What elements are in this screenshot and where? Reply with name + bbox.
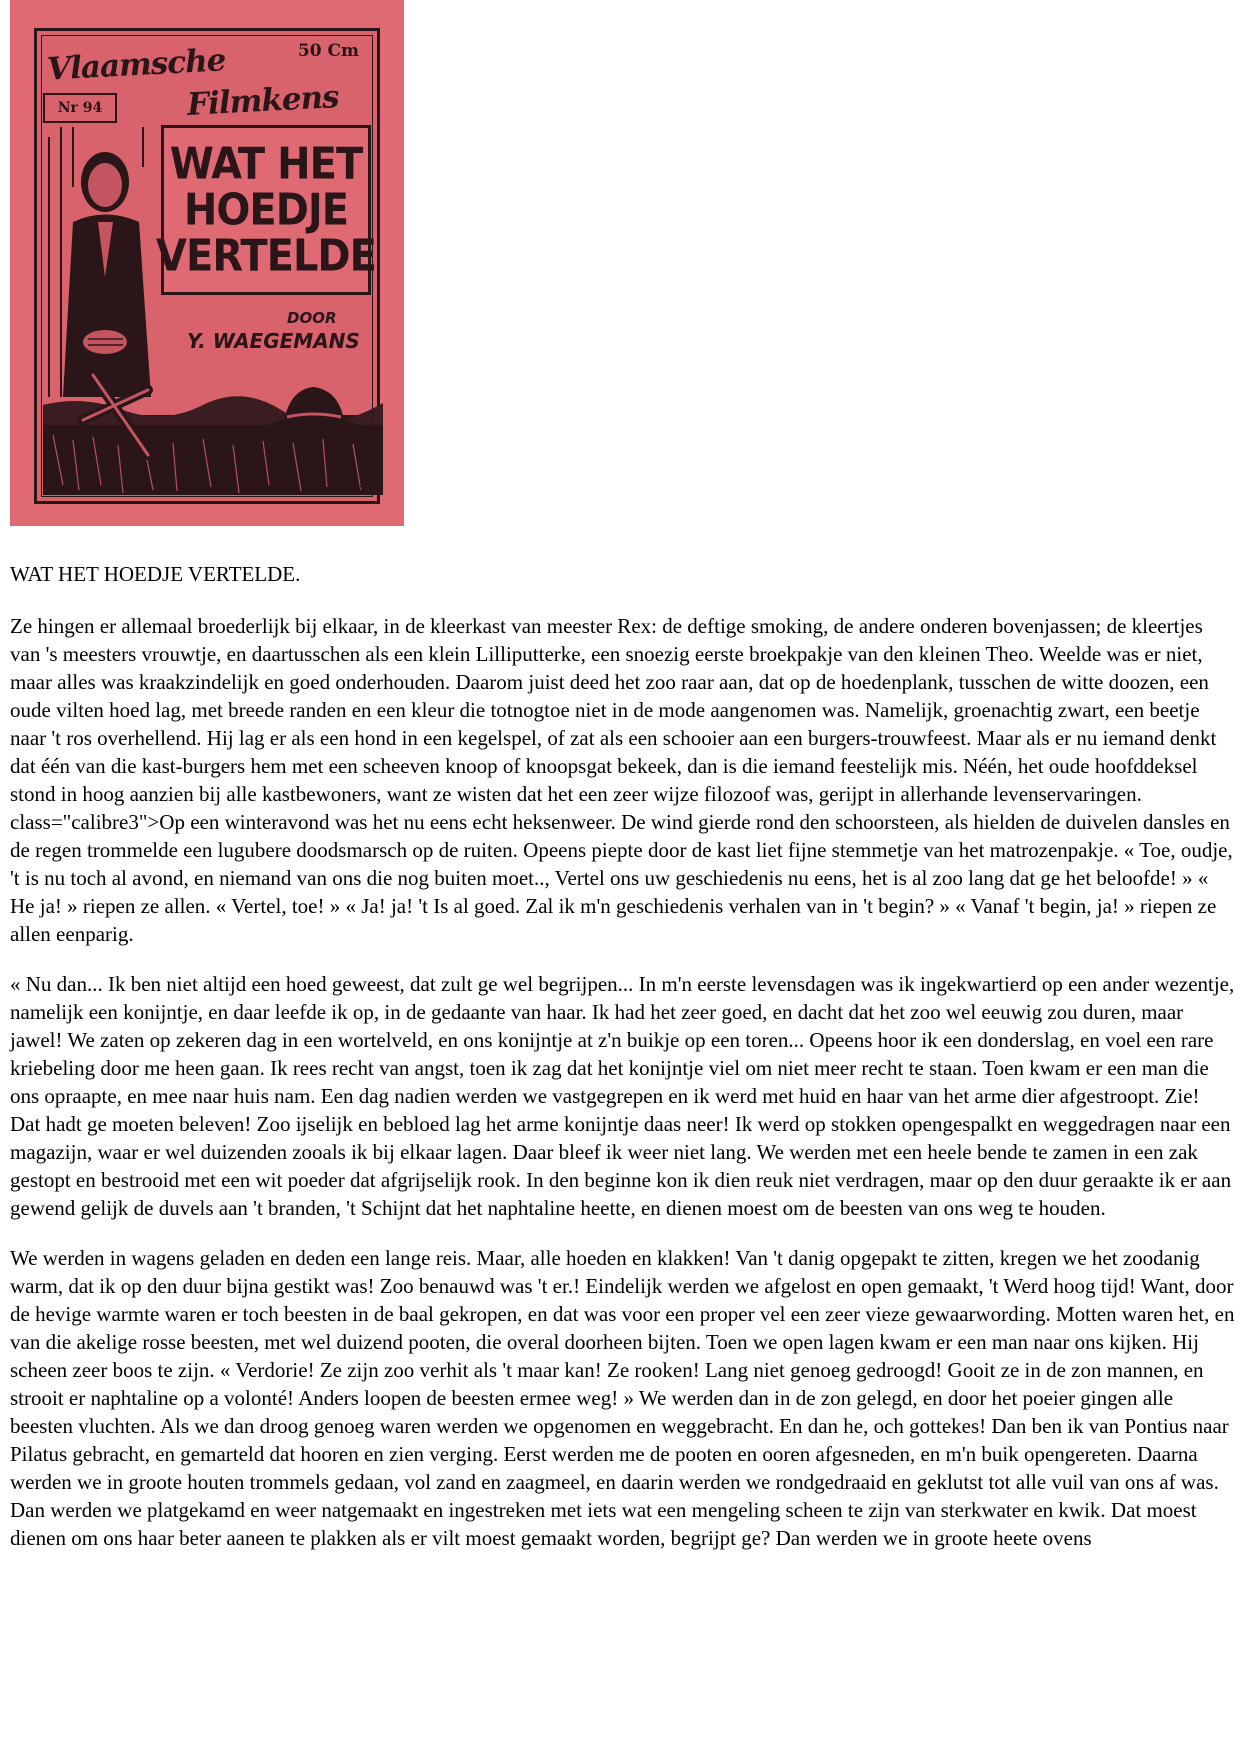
cover-title-line-3: VERTELDE [156,230,376,282]
chapter-body [10,612,1235,1574]
book-cover-image [10,0,404,526]
cover-title-line-2: HOEDJE [183,184,349,236]
cover-issue-number: Nr 94 [43,93,117,123]
grave-and-hat-illustration-icon [43,345,383,495]
cover-series-title-2: Filmkens [186,79,340,123]
cover-series-title: Vlaamsche [46,42,227,88]
paragraph: « Nu dan... Ik ben niet altijd een hoed geweest, dat zult ge wel begrijpen... In m'n eerste levensdagen was ik ingekwartierd op een ander wezentje, namelijk een konijntje, en daar leefde ik op, in de gedaante van haar. Ik had het zeer goed, en dacht dat het zoo wel eeuwig zou duren, maar jawel! We zaten op zekeren dag in een wortelveld, en ons konijntje at z'n buikje op een toren... Opeens hoor ik een donderslag, en voel een rare kriebeling door me heen gaan. Ik rees recht van angst, toen ik zag dat het konijntje viel om niet meer recht te staan. Toen kwam er een man die ons opraapte, en mee naar huis nam. Een dag nadien werden we vastgegrepen en ik werd met huid en haar van het arme dier afgestroopt. Zie! Dat hadt ge moeten beleven! Zoo ijselijk en bebloed lag het arme konijntje daas neer! Ik werd op stokken opengespalkt en weggedragen naar een magazijn, waar er wel duizenden zooals ik bij elkaar lagen. Daar bleef ik weer niet lang. We werden met een heele bende te zamen in een zak gestopt en bestrooid met een wit poeder dat afgrijselijk rook. In den beginne kon ik dien reuk niet verdragen, maar op den duur geraakte ik er aan gewend gelijk de duvels aan 't branden, 't Schijnt dat het naphtaline heette, en dienen moest om de beesten van ons weg te houden. [10,972,1235,1220]
cover-author-prefix: DOOR [287,309,337,327]
paragraph: We werden in wagens geladen en deden een lange reis. Maar, alle hoeden en klakken! Van 't danig opgepakt te zitten, kregen we het zoodanig warm, dat ik op den duur bijna gestikt was! Zoo benauwd was 't er.! Eindelijk werden we afgelost en open gemaakt, 't Werd hoog tijd! Want, door de hevige warmte waren er toch beesten in de baal gekropen, en dat was voor een proper vel een zeer vieze gewaarwording. Motten waren het, en van die akelige rosse beesten, met wel duizend pooten, die overal doorheen bijten. Toen we open lagen kwam er een man naar ons kijken. Hij scheen zeer boos te zijn. « Verdorie! Ze zijn zoo verhit als 't maar kan! Ze rooken! Lang niet genoeg gedroogd! Gooit ze in de zon mannen, en strooit er naphtaline op a volonté! Anders loopen de beesten ermee weg! » We werden dan in de zon gelegd, en door het poeier gingen alle beesten vluchten. Als we dan droog genoeg waren werden we opgenomen en weggebracht. En dan he, och gottekes! Dan ben ik van Pontius naar Pilatus gebracht, en gemarteld dat hooren en zien verging. Eerst werden me de pooten en ooren afgesneden, en m'n buik opengereten. Daarna werden we in groote houten trommels gedaan, vol zand en zaagmeel, en daarin werden we rondgedraaid en geklutst tot alle vuil van ons af was. Dan werden we platgekamd en weer natgemaakt en ingestreken met iets wat een mengeling scheen te zijn van sterkwater en kwik. Dat moest dienen om ons haar beter aaneen te plakken als er vilt moest gemaakt worden, begrijpt ge? Dan werden we in groote heete ovens [10,1246,1235,1550]
man-illustration-icon [43,127,161,397]
paragraph: Ze hingen er allemaal broederlijk bij elkaar, in de kleerkast van meester Rex: de deftige smoking, de andere onderen bovenjassen; de kleertjes van 's meesters vrouwtje, en daartusschen als een klein Lilliputterke, een snoezig eerste broekpakje van den kleinen Theo. Weelde was er niet, maar alles was kraakzindelijk en goed onderhouden. Daarom juist deed het zoo raar aan, dat op de hoedenplank, tusschen de witte doozen, een oude vilten hoed lag, met breede randen en een kleur die totnogtoe niet in de mode aangenomen was. Namelijk, groenachtig zwart, een beetje naar 't ros overhellend. Hij lag er als een hond in een kegelspel, of zat als een schooier aan een burgers-trouwfeest. Maar als er nu iemand denkt dat één van die kast-burgers hem met een scheeven knoop of knoopsgat bekeek, dan is die iemand feestelijk mis. Néén, het oude hoofddeksel stond in hoog aanzien bij alle kastbewoners, want ze wisten dat het een zeer wijze filozoof was, gerijpt in allerhande levenservaringen. class="calibre3">Op een winteravond was het nu eens echt heksenweer. De wind gierde rond den schoorsteen, als hielden de duivelen dansles en de regen trommelde een lugubere doodsmarsch op de ruiten. Opeens piepte door de kast liet fijne stemmetje van het matrozenpakje. « Toe, oudje, 't is nu toch al avond, en niemand van ons die nog buiten moet.., Vertel ons uw geschiedenis nu eens, het is al zoo lang dat ge het beloofde! » « He ja! » riepen ze allen. « Vertel, toe! » « Ja! ja! 't Is al goed. Zal ik m'n geschiedenis verhalen van in 't begin? » « Vanaf 't begin, ja! » riepen ze allen eenparig. [10,614,1233,946]
chapter-title: WAT HET HOEDJE VERTELDE. [10,562,301,586]
cover-author: Y. WAEGEMANS [187,329,360,353]
cover-frame [34,28,380,504]
cover-artist-signature: Jos [343,479,367,495]
cover-title-line-1: WAT HET [169,138,363,190]
cover-price: 50 Cm [297,41,359,61]
cover-title-box [156,125,376,295]
